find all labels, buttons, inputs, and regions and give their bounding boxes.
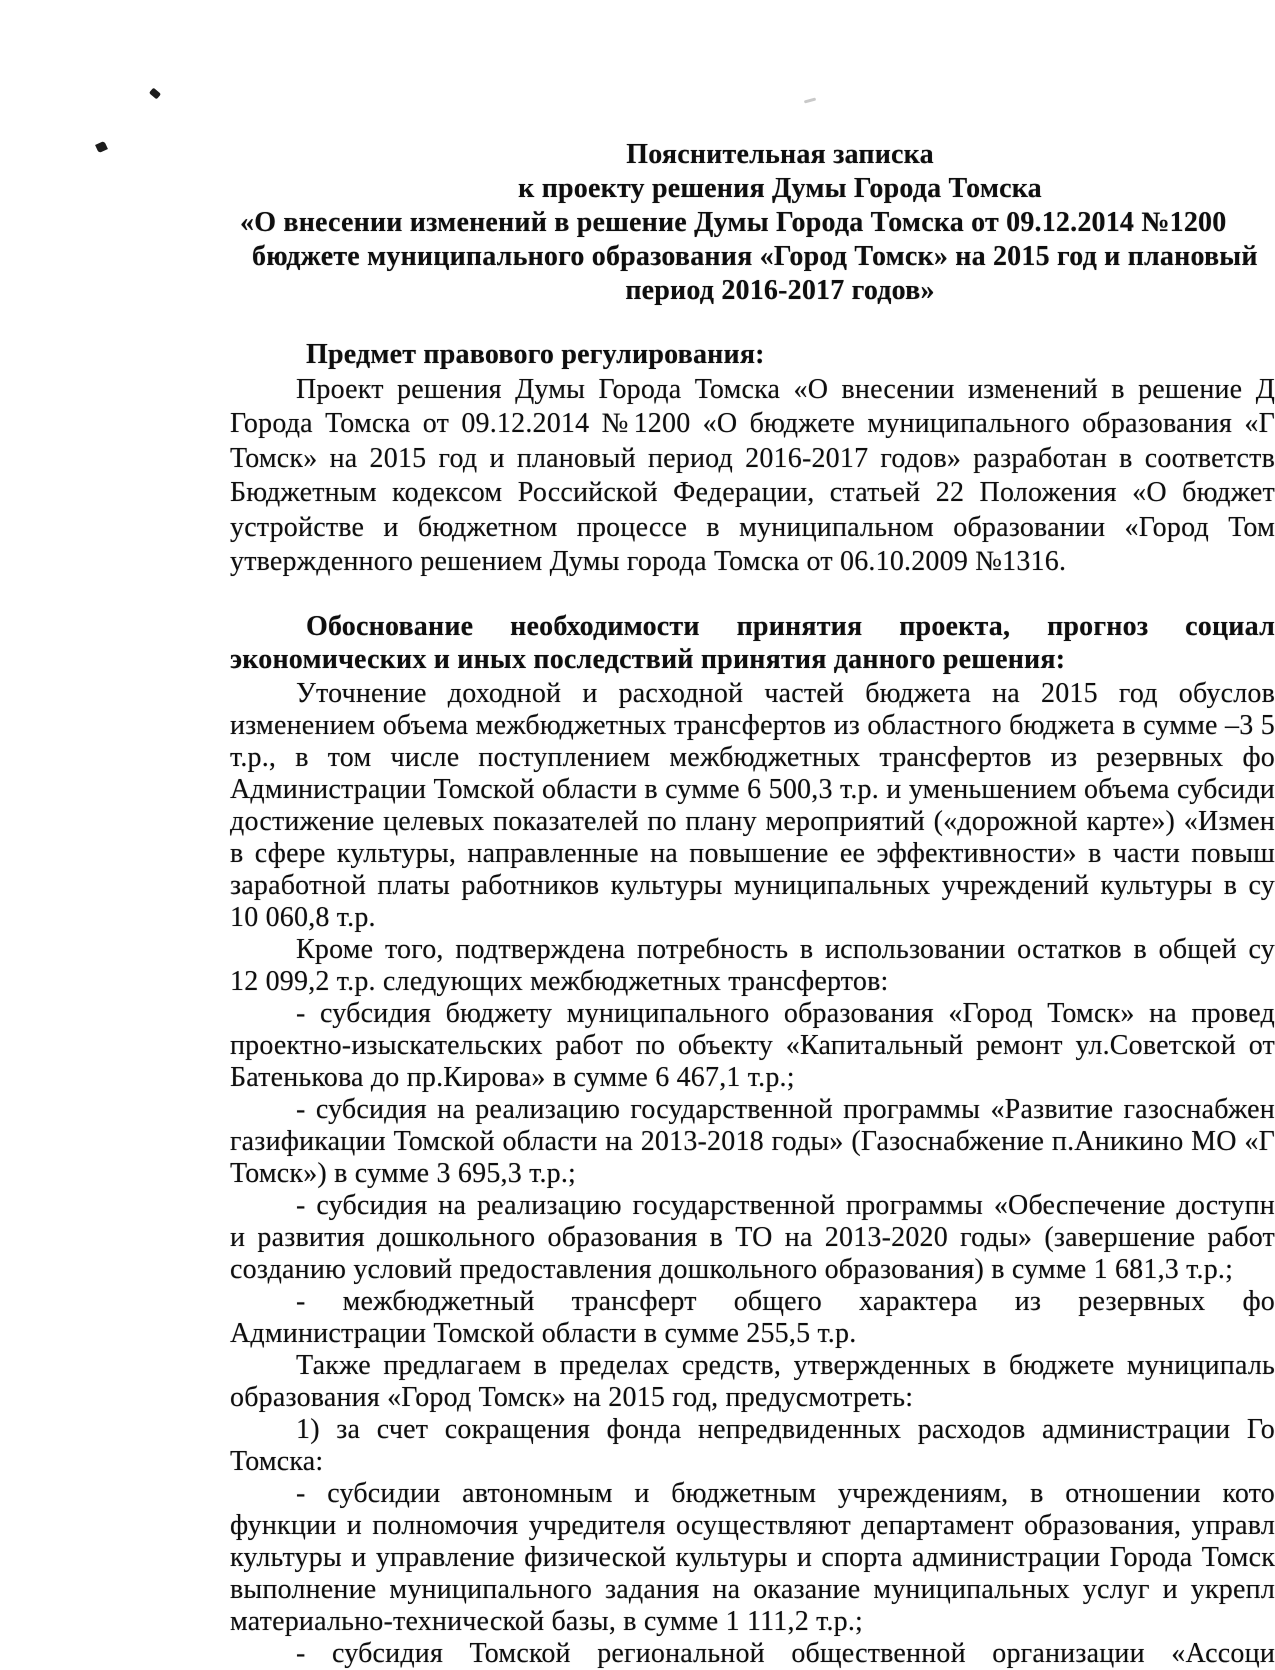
section-justification-body-line: - субсидия на реализацию государственной программы «Обеспечение доступн (296, 1190, 1275, 1221)
section-justification-body-line: Также предлагаем в пределах средств, утвержденных в бюджете муниципаль (296, 1350, 1275, 1381)
section-justification-body-line: - субсидия Томской региональной общественной организации «Ассоци (296, 1638, 1275, 1669)
section-justification-body-line: заработной платы работников культуры муниципальных учреждений культуры в су (230, 870, 1275, 901)
section-legal-subject-line: Города Томска от 09.12.2014 №1200 «О бюджете муниципального образования «Г (230, 408, 1275, 439)
section-justification-body-line: - субсидия на реализацию государственной программы «Развитие газоснабжен (296, 1094, 1275, 1125)
section-justification-body-line: 1) за счет сокращения фонда непредвиденных расходов администрации Го (296, 1414, 1275, 1445)
scan-speck (149, 88, 161, 100)
section-justification-body-line: т.р., в том числе поступлением межбюджетных трансфертов из резервных фо (230, 742, 1275, 773)
section-legal-subject-line: Проект решения Думы Города Томска «О внесении изменений в решение Д (296, 373, 1275, 405)
title-line: к проекту решения Думы Города Томска (518, 173, 1042, 204)
section-justification-body-line: 12 099,2 т.р. следующих межбюджетных трансфертов: (230, 966, 889, 997)
section-justification-body-line: Батенькова до пр.Кирова» в сумме 6 467,1 т.р.; (230, 1062, 795, 1093)
section-legal-subject-line: Предмет правового регулирования: (306, 339, 765, 370)
section-justification-body-line: созданию условий предоставления дошкольного образования) в сумме 1 681,3 т.р.; (230, 1254, 1234, 1285)
section-justification-body-line: Администрации Томской области в сумме 6 500,3 т.р. и уменьшением объема субсиди (230, 774, 1275, 805)
title-line: период 2016-2017 годов» (625, 275, 935, 306)
section-justification-body-line: функции и полномочия учредителя осуществляют департамент образования, управл (230, 1510, 1275, 1541)
scan-speck (95, 141, 108, 153)
section-legal-subject-line: утвержденного решением Думы города Томска от 06.10.2009 №1316. (230, 546, 1067, 577)
section-justification-body-line: и развития дошкольного образования в ТО на 2013-2020 годы» (завершение работ (230, 1222, 1275, 1253)
section-justification-body-line: культуры и управление физической культуры и спорта администрации Города Томск (230, 1542, 1275, 1573)
title-line: бюджете муниципального образования «Город Томск» на 2015 год и плановый (252, 241, 1258, 272)
section-justification-body-line: образования «Город Томск» на 2015 год, предусмотреть: (230, 1382, 914, 1413)
title-line: Пояснительная записка (626, 139, 934, 170)
section-justification-body-line: достижение целевых показателей по плану мероприятий («дорожной карте») «Измен (230, 806, 1275, 837)
section-justification-body-line: в сфере культуры, направленные на повышение ее эффективности» в части повыш (230, 838, 1275, 869)
section-justification-body-line: выполнение муниципального задания на оказание муниципальных услуг и укрепл (230, 1574, 1275, 1605)
section-justification-body-line: изменением объема межбюджетных трансфертов из областного бюджета в сумме –3 5 (230, 710, 1275, 741)
section-justification-heading-line: Обоснование необходимости принятия проекта, прогноз социал (306, 611, 1275, 642)
section-justification-body-line: - межбюджетный трансферт общего характера из резервных фо (296, 1286, 1275, 1317)
section-justification-body-line: проектно-изыскательских работ по объекту «Капитальный ремонт ул.Советской от (230, 1030, 1275, 1061)
section-justification-body-line: - субсидия бюджету муниципального образования «Город Томск» на провед (296, 998, 1275, 1029)
section-legal-subject-line: Томск» на 2015 год и плановый период 2016-2017 годов» разработан в соответств (230, 442, 1275, 474)
section-justification-heading-line: экономических и иных последствий принятия данного решения: (230, 644, 1066, 675)
section-justification-body-line: Томск») в сумме 3 695,3 т.р.; (230, 1158, 577, 1189)
section-justification-body-line: - субсидии автономным и бюджетным учреждениям, в отношении кото (296, 1478, 1275, 1509)
section-justification-body-line: Томска: (230, 1446, 324, 1477)
section-legal-subject-line: устройстве и бюджетном процессе в муниципальном образовании «Город Том (230, 511, 1275, 543)
document-text-block (230, 0, 1275, 1669)
title-line: «О внесении изменений в решение Думы Города Томска от 09.12.2014 №1200 (240, 207, 1227, 238)
section-justification-body-line: Уточнение доходной и расходной частей бюджета на 2015 год обуслов (296, 678, 1275, 709)
section-justification-body-line: газификации Томской области на 2013-2018 годы» (Газоснабжение п.Аникино МО «Г (230, 1126, 1275, 1157)
section-justification-body-line: 10 060,8 т.р. (230, 902, 376, 933)
section-justification-body-line: Администрации Томской области в сумме 255,5 т.р. (230, 1318, 857, 1349)
section-justification-body-line: материально-технической базы, в сумме 1 111,2 т.р.; (230, 1606, 864, 1637)
section-justification-body-line: Кроме того, подтверждена потребность в использовании остатков в общей су (296, 934, 1275, 965)
section-legal-subject-line: Бюджетным кодексом Российской Федерации, статьей 22 Положения «О бюджет (230, 477, 1275, 508)
